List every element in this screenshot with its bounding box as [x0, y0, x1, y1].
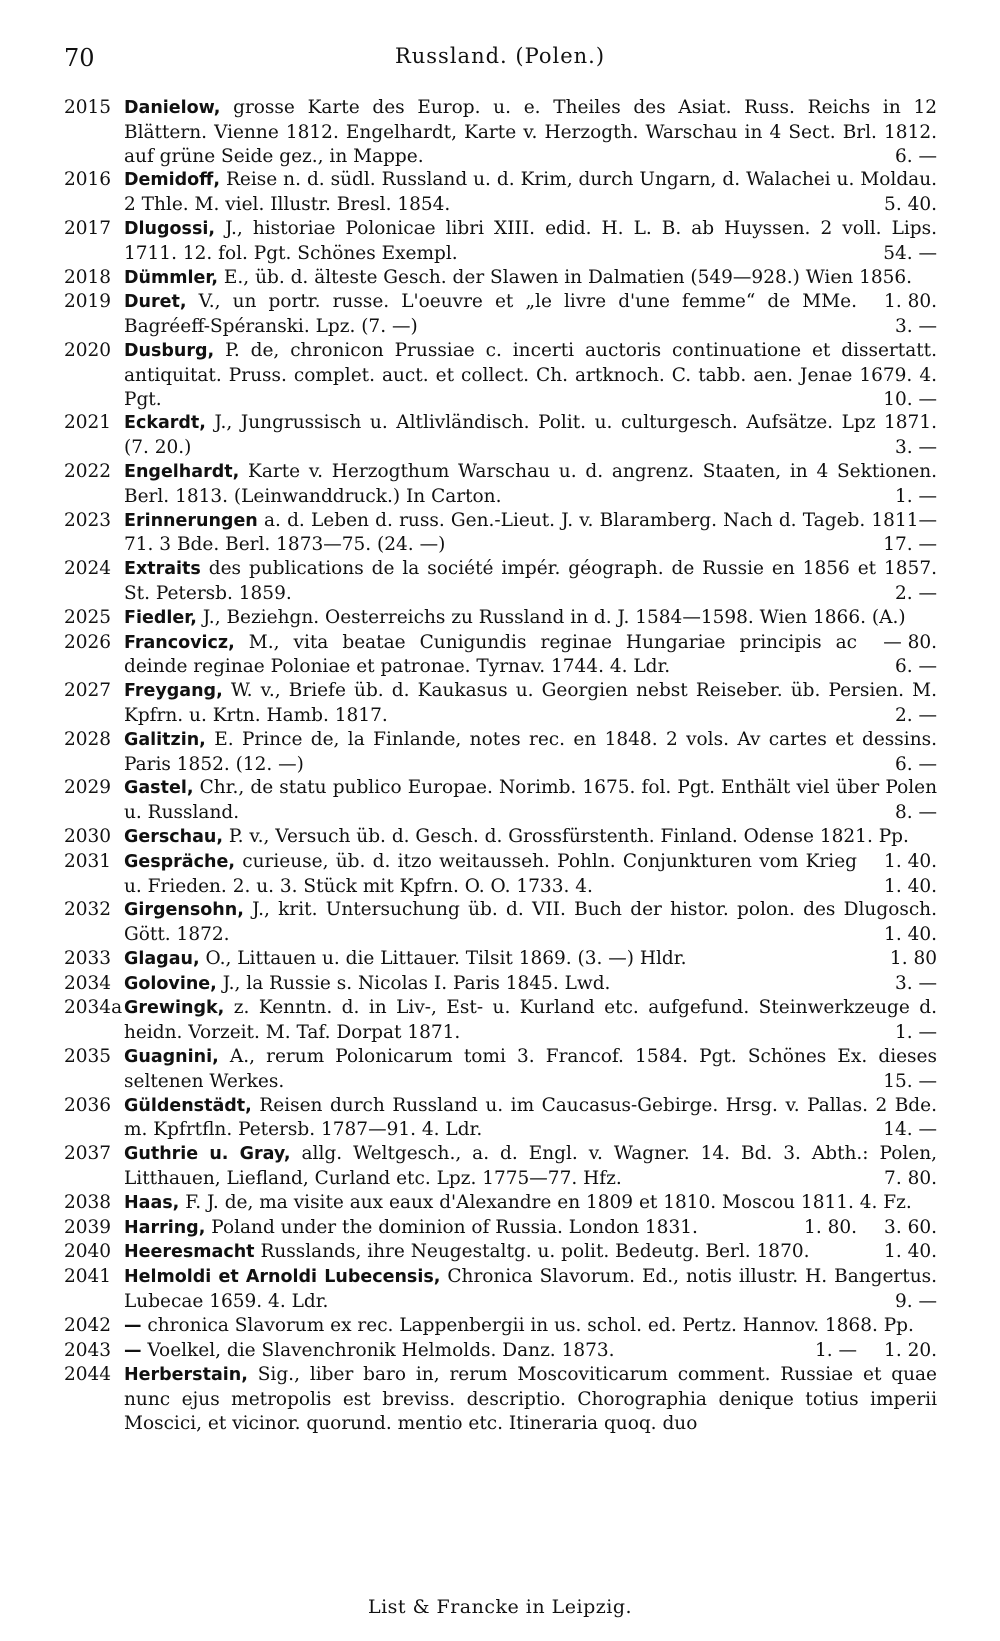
entry-number: 2030	[64, 825, 112, 847]
catalog-entry	[64, 290, 937, 339]
entry-body	[124, 217, 937, 266]
entry-number: 2015	[64, 97, 112, 118]
entry-description: Reise n. d. südl. Russland u. d. Krim, durch Ungarn, d. Walachei u. Moldau. 2 Thle. M. viel. Illustr. Bresl. 1854.	[124, 169, 937, 216]
entry-description: Sig., liber baro in, rerum Moscoviticarum comment. Russiae et quae nunc ejus metropolis est breviss. descriptio. Chorographia denique totius imperii Moscici, et vicinor. quorund. mentio etc. Itineraria quoq. duo	[124, 1364, 937, 1435]
entry-description: Chr., de statu publico Europae. Norimb. 1675. fol. Pgt. Enthält viel über Polen u. Russland.	[124, 777, 937, 824]
entry-price: 54. —	[883, 242, 937, 264]
entry-author: Engelhardt,	[124, 461, 240, 482]
catalog-entries	[64, 96, 937, 1436]
entry-price: 5. 40.	[884, 194, 937, 216]
catalog-entry	[64, 1045, 937, 1094]
catalog-entry	[64, 776, 937, 825]
entry-body	[124, 679, 937, 728]
entry-number: 2017	[64, 217, 112, 239]
entry-author: Heeresmacht	[124, 1242, 255, 1263]
catalog-entry	[64, 947, 937, 972]
entry-body	[124, 1094, 937, 1143]
entry-description: V., un portr. russe. L'oeuvre et „le livre d'une femme“ de MMe. Bagréeff-Spéranski. Lpz. (7. —)	[124, 291, 857, 338]
entry-price: 2. —	[894, 704, 937, 726]
entry-description: P. de, chronicon Prussiae c. incerti auctoris continuatione et dissertatt. antiquitat. Pruss. complet. auct. et collect. Ch. artknoch. C. tabb. aen. Jenae 1679. 4. Pgt.	[124, 339, 937, 410]
entry-description: J., krit. Untersuchung üb. d. VII. Buch der histor. polon. des Dlugosch. Gött. 1872.	[124, 899, 937, 946]
catalog-entry	[64, 509, 937, 558]
entry-price: 1. 20.	[884, 1339, 937, 1361]
entry-description: Poland under the dominion of Russia. London 1831.	[211, 1216, 698, 1238]
catalog-entry	[64, 728, 937, 777]
entry-author: Gespräche,	[124, 851, 235, 872]
entry-price: 9. —	[894, 1291, 937, 1313]
entry-author: Demidoff,	[124, 170, 221, 191]
entry-number: 2032	[64, 899, 112, 921]
entry-author: Dusburg,	[124, 340, 215, 361]
entry-number: 2042	[64, 1314, 112, 1336]
catalog-entry	[64, 217, 937, 266]
entry-number: 2025	[64, 606, 112, 628]
entry-description: J., Jungrussisch u. Altlivländisch. Polit. u. culturgesch. Aufsätze. Lpz 1871. (7. 20.)	[124, 412, 937, 459]
entry-body	[124, 290, 937, 339]
entry-description: O., Littauen u. die Littauer. Tilsit 1869. (3. —) Hldr.	[205, 947, 687, 969]
catalog-entry	[64, 996, 937, 1045]
entry-author: Harring,	[124, 1217, 206, 1238]
catalog-entry	[64, 1339, 937, 1364]
entry-body	[124, 96, 937, 168]
entry-description: curieuse, üb. d. itzo weitausseh. Pohln. Conjunkturen vom Krieg u. Frieden. 2. u. 3. Stück mit Kpfrn. O. O. 1733. 4.	[124, 850, 857, 897]
catalog-entry	[64, 972, 937, 997]
entry-price: 1. 80.	[804, 1216, 857, 1238]
entry-description: J., Beziehgn. Oesterreichs zu Russland in d. J. 1584—1598. Wien 1866. (A.)	[202, 606, 906, 628]
entry-description: grosse Karte des Europ. u. e. Theiles des Asiat. Russ. Reichs in 12 Blättern. Vienne 1812. Engelhardt, Karte v. Herzogth. Warschau in 4 Sect. Brl. 1812. auf grüne Seide gez., in Mappe.	[124, 97, 937, 167]
entry-body	[124, 947, 937, 972]
entry-author: —	[124, 1315, 142, 1336]
entry-description: E. Prince de, la Finlande, notes rec. en 1848. 2 vols. Av cartes et dessins. Paris 1852. (12. —)	[124, 728, 937, 775]
entry-description: Reisen durch Russland u. im Caucasus-Gebirge. Hrsg. v. Pallas. 2 Bde. m. Kpfrtfln. Petersb. 1787—91. 4. Ldr.	[124, 1094, 937, 1141]
entry-price: 1. —	[894, 485, 937, 507]
entry-price: 1. 40.	[884, 875, 937, 897]
entry-description: Chronica Slavorum. Ed., notis illustr. H. Bangertus. Lubecae 1659. 4. Ldr.	[124, 1266, 937, 1313]
entry-author: Golovine,	[124, 973, 217, 994]
entry-body	[124, 850, 937, 899]
entry-number: 2020	[64, 339, 112, 361]
entry-author: Extraits	[124, 559, 201, 580]
entry-body	[124, 776, 937, 825]
entry-price: 2. —	[894, 582, 937, 604]
entry-number: 2026	[64, 631, 112, 653]
entry-body	[124, 1363, 937, 1435]
entry-author: Gastel,	[124, 778, 194, 799]
entry-author: Herberstain,	[124, 1365, 248, 1386]
catalog-entry	[64, 1240, 937, 1265]
entry-price: 14. —	[883, 1119, 937, 1141]
entry-author: Danielow,	[124, 98, 221, 118]
entry-number: 2035	[64, 1046, 112, 1068]
entry-number: 2031	[64, 850, 112, 872]
entry-number: 2043	[64, 1339, 112, 1361]
entry-body	[124, 168, 937, 217]
entry-author: Freygang,	[124, 681, 223, 702]
entry-number: 2021	[64, 412, 112, 434]
entry-price: 3. —	[894, 437, 937, 459]
entry-author: Fiedler,	[124, 607, 197, 628]
entry-description: M., vita beatae Cunigundis reginae Hungariae principis ac deinde reginae Poloniae et patronae. Tyrnav. 1744. 4. Ldr.	[124, 631, 857, 678]
entry-body	[124, 728, 937, 777]
entry-price: 1. 80.	[884, 291, 937, 313]
entry-body	[124, 1045, 937, 1094]
entry-body	[124, 996, 937, 1045]
catalog-entry	[64, 631, 937, 680]
entry-number: 2039	[64, 1216, 112, 1238]
catalog-entry	[64, 1094, 937, 1143]
entry-price: 10. —	[883, 388, 937, 410]
entry-author: Grewingk,	[124, 998, 225, 1019]
entry-price: 3. 60.	[884, 1216, 937, 1238]
entry-author: Helmoldi et Arnoldi Lubecensis,	[124, 1267, 441, 1288]
entry-author: Dümmler,	[124, 267, 219, 288]
entry-price: 3. —	[894, 972, 937, 994]
entry-number: 2037	[64, 1143, 112, 1165]
entry-number: 2019	[64, 291, 112, 313]
catalog-entry	[64, 1265, 937, 1314]
entry-number: 2038	[64, 1191, 112, 1213]
entry-author: Güldenstädt,	[124, 1095, 252, 1116]
entry-description: P. v., Versuch üb. d. Gesch. d. Grossfürstenth. Finland. Odense 1821. Pp.	[228, 825, 909, 847]
entry-description: allg. Weltgesch., a. d. Engl. v. Wagner. 14. Bd. 3. Abth.: Polen, Litthauen, Liefland, Curland etc. Lpz. 1775—77. Hfz.	[124, 1143, 937, 1190]
entry-body	[124, 972, 937, 997]
entry-number: 2036	[64, 1094, 112, 1116]
entry-price: 6. —	[894, 656, 937, 678]
entry-description: J., historiae Polonicae libri XIII. edid. H. L. B. ab Huyssen. 2 voll. Lips. 1711. 12. fol. Pgt. Schönes Exempl.	[124, 217, 937, 264]
entry-author: Haas,	[124, 1192, 180, 1213]
entry-price: 1. 40.	[884, 850, 937, 872]
entry-body	[124, 1339, 937, 1364]
entry-description: A., rerum Polonicarum tomi 3. Francof. 1584. Pgt. Schönes Ex. dieses seltenen Werkes.	[124, 1046, 937, 1092]
entry-author: Glagau,	[124, 948, 200, 969]
entry-price: 7. 80.	[884, 1168, 937, 1190]
entry-price: 6. —	[894, 145, 937, 167]
entry-price: 1. 80	[889, 947, 937, 969]
entry-body	[124, 898, 937, 947]
entry-description: J., la Russie s. Nicolas I. Paris 1845. Lwd.	[222, 972, 611, 994]
entry-description: chronica Slavorum ex rec. Lappenbergii in us. schol. ed. Pertz. Hannov. 1868. Pp.	[147, 1314, 914, 1336]
entry-body	[124, 631, 937, 680]
entry-author: —	[124, 1340, 142, 1361]
catalog-entry	[64, 898, 937, 947]
entry-number: 2044	[64, 1364, 112, 1386]
entry-body	[124, 557, 937, 606]
entry-price: 15. —	[883, 1070, 937, 1092]
entry-number: 2034a	[64, 997, 123, 1019]
entry-author: Dlugossi,	[124, 218, 216, 239]
page-number: 70	[64, 44, 95, 72]
entry-description: E., üb. d. älteste Gesch. der Slawen in Dalmatien (549—928.) Wien 1856.	[223, 266, 913, 288]
catalog-entry	[64, 1363, 937, 1435]
entry-number: 2016	[64, 169, 112, 191]
entry-author: Duret,	[124, 292, 187, 313]
entry-number: 2041	[64, 1266, 112, 1288]
entry-number: 2027	[64, 680, 112, 702]
catalog-entry	[64, 339, 937, 411]
catalog-entry	[64, 460, 937, 509]
entry-price: 8. —	[894, 802, 937, 824]
entry-number: 2023	[64, 509, 112, 531]
entry-body	[124, 339, 937, 411]
running-title: Russland. (Polen.)	[394, 44, 606, 68]
entry-price: 1. —	[814, 1339, 857, 1361]
entry-number: 2022	[64, 460, 112, 482]
entry-author: Eckardt,	[124, 413, 206, 434]
entry-description: Voelkel, die Slavenchronik Helmolds. Danz. 1873.	[147, 1339, 615, 1361]
entry-number: 2029	[64, 777, 112, 799]
entry-number: 2034	[64, 972, 112, 994]
entry-description: Karte v. Herzogthum Warschau u. d. angrenz. Staaten, in 4 Sektionen. Berl. 1813. (Leinwanddruck.) In Carton.	[124, 460, 937, 507]
catalog-entry	[64, 1142, 937, 1191]
entry-description: Russlands, ihre Neugestaltg. u. polit. Bedeutg. Berl. 1870.	[260, 1241, 810, 1263]
entry-number: 2040	[64, 1241, 112, 1263]
entry-body	[124, 1240, 937, 1265]
entry-price: 1. 40.	[884, 924, 937, 946]
entry-price: 1. —	[894, 1022, 937, 1044]
entry-number: 2028	[64, 728, 112, 750]
entry-price: 6. —	[894, 753, 937, 775]
entry-body	[124, 411, 937, 460]
entry-body	[124, 1216, 937, 1241]
entry-number: 2018	[64, 266, 112, 288]
entry-description: W. v., Briefe üb. d. Kaukasus u. Georgien nebst Reiseber. üb. Persien. M. Kpfrn. u. Krtn. Hamb. 1817.	[124, 680, 937, 726]
entry-description: F. J. de, ma visite aux eaux d'Alexandre en 1809 et 1810. Moscou 1811. 4. Fz.	[185, 1191, 912, 1213]
publisher-footer: List & Francke in Leipzig.	[367, 1596, 633, 1618]
catalog-entry	[64, 96, 937, 168]
catalog-entry	[64, 679, 937, 728]
entry-price: 1. 40.	[884, 1241, 937, 1263]
entry-body	[124, 460, 937, 509]
entry-author: Galitzin,	[124, 729, 206, 750]
entry-author: Erinnerungen	[124, 510, 258, 531]
entry-description: z. Kenntn. d. in Liv-, Est- u. Kurland etc. aufgefund. Steinwerkzeuge d. heidn. Vorzeit. M. Taf. Dorpat 1871.	[124, 997, 937, 1044]
entry-body	[124, 509, 937, 558]
entry-description: des publications de la société impér. géograph. de Russie en 1856 et 1857. St. Petersb. 1859.	[124, 558, 937, 604]
catalog-entry	[64, 411, 937, 460]
entry-price: — 80.	[883, 631, 937, 653]
entry-author: Guthrie u. Gray,	[124, 1144, 291, 1165]
catalog-entry	[64, 557, 937, 606]
catalog-entry	[64, 1216, 937, 1241]
entry-description: a. d. Leben d. russ. Gen.-Lieut. J. v. Blaramberg. Nach d. Tageb. 1811—71. 3 Bde. Berl. 1873—75. (24. —)	[124, 509, 937, 556]
catalog-entry	[64, 168, 937, 217]
entry-author: Guagnini,	[124, 1047, 219, 1068]
entry-number: 2024	[64, 558, 112, 580]
entry-price: 3. —	[894, 316, 937, 338]
entry-body	[124, 1142, 937, 1191]
running-head	[64, 44, 936, 74]
entry-price: 17. —	[883, 534, 937, 556]
entry-author: Girgensohn,	[124, 900, 244, 921]
entry-author: Francovicz,	[124, 632, 235, 653]
entry-number: 2033	[64, 947, 112, 969]
entry-body	[124, 1265, 937, 1314]
entry-author: Gerschau,	[124, 826, 224, 847]
catalog-entry	[64, 850, 937, 899]
